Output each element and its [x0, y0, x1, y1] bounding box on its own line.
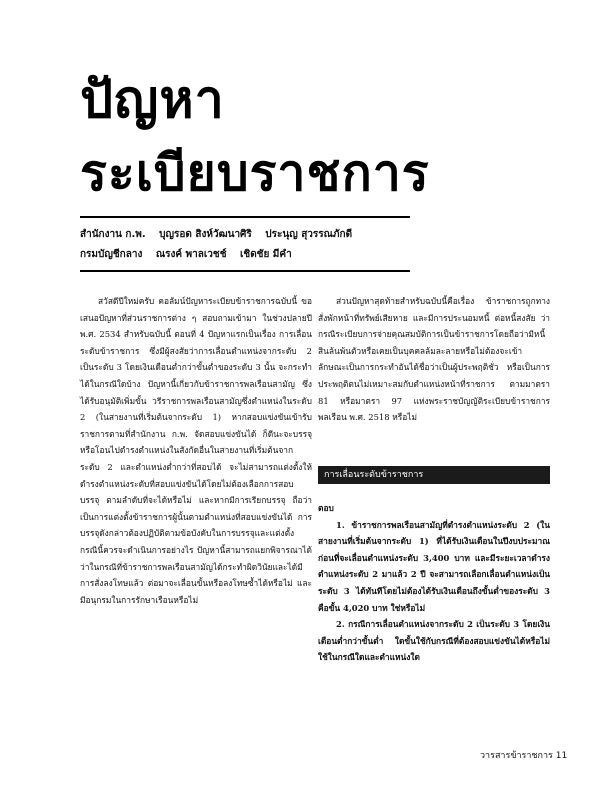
- page-footer: วารสารข้าราชการ 11: [480, 751, 568, 761]
- page-title-line2: ระเบียบราชการ: [80, 144, 430, 202]
- author-org: กรมบัญชีกลาง: [80, 249, 143, 260]
- author-line: [80, 245, 362, 265]
- answer-paragraph: 1. ข้าราชการพลเรือนสามัญที่ดำรงตำแหน่งระดับ 2 (ในสายงานที่เริ่มต้นจากระดับ 1) ที่ได้รับเงินเดือนในปีงบประมาณก่อนที่จะเลื่อนตำแหน่งระดับ 3,400 บาท และมีระยะเวลาดำรงตำแหน่งระดับ 2 มาแล้ว 2 ปี จะสามารถเลือกเลื่อนตำแหน่งเป็นระดับ 3 ได้ทันทีโดยไม่ต้องได้รับเงินเดือนถึงขั้นต่ำของระดับ 3 คือขั้น 4,020 บาท ใช่หรือไม่: [318, 519, 550, 613]
- author-name: ณรงค์ พาลเวชช์: [155, 249, 227, 260]
- author-name: บุญรอด สิงห์วัฒนาศิริ: [159, 229, 252, 240]
- author-name: เชิดชัย มีคำ: [239, 249, 292, 260]
- right-column-answer: [318, 500, 550, 666]
- body-paragraph: ส่วนปัญหาสุดท้ายสำหรับฉบับนี้คือเรื่อง ข้าราชการถูกทางสั่งพักหน้าที่ทรัพย์เสียหาย และมีการประนอมหนี้ ต่อหนี้สงสัย ว่ากรณีระเบียบการจ่ายคุณสมบัติการเป็นข้าราชการโดยถือว่ามีหนี้สินล้นพ้นตัวหรือเคยเป็นบุคคลล้มละลายหรือไม่ต้องจะเข้าลักษณะเป็นการกระทำอันได้ชื่อว่าเป็นผู้ประพฤติชั่ว หรือเป็นการประพฤติตนไม่เหมาะสมกับตำแหน่งหน้าที่ราชการ ตามมาตรา 81 หรือมาตรา 97 แห่งพระราชบัญญัติระเบียบข้าราชการพลเรือน พ.ศ. 2518 หรือไม่: [318, 296, 550, 423]
- author-block: [80, 225, 362, 265]
- author-org: สำนักงาน ก.พ.: [80, 229, 146, 240]
- section-heading: การเลื่อนระดับข้าราชการ: [318, 466, 550, 484]
- author-line: [80, 225, 362, 245]
- left-column: [80, 293, 312, 608]
- author-name: ประนุญ สุวรรณภักดี: [265, 229, 353, 240]
- answer-paragraph: 2. กรณีการเลื่อนตำแหน่งจากระดับ 2 เป็นระดับ 3 โดยเงินเดือนต่ำกว่าขั้นต่ำ ใดขั้นใช้กับกรณีที่ต้องสอบแข่งขันได้หรือไม่ ใช้ในกรณีใดและตำแหน่งใด: [318, 619, 550, 663]
- page-title-line1: ปัญหา: [80, 70, 225, 130]
- title-rule: [80, 216, 410, 218]
- author-rule: [80, 270, 410, 272]
- answer-label: ตอบ: [318, 503, 334, 513]
- body-paragraph: สวัสดีปีใหม่ครับ คอลัมน์ปัญหาระเบียบข้าราชการฉบับนี้ ขอเสนอปัญหาที่ส่วนราชการต่าง ๆ สอบถามเข้ามา ในช่วงปลายปี พ.ศ. 2534 สำหรับฉบับนี้ ตอนที่ 4 ปัญหาแรกเป็นเรื่อง การเลื่อนระดับข้าราชการ ซึ่งมีผู้สงสัยว่าการเลื่อนตำแหน่งจากระดับ 2 เป็นระดับ 3 โดยเงินเดือนต่ำกว่าขั้นต่ำของระดับ 3 นั้น จะกระทำได้ในกรณีใดบ้าง ปัญหานี้เกี่ยวกับข้าราชการพลเรือนสามัญ ซึ่งได้รับอนุมัติเพิ่มขั้น วรีราชการพลเรือนสามัญซึ่งตำแหน่งในระดับ 2 (ในสายงานที่เริ่มต้นจากระดับ 1) หากสอบแข่งขันเข้ารับราชการตามที่สำนักงาน ก.พ. จัดสอบแข่งขันได้ ก็ดีนะจะบรรจุหรือโอนไปดำรงตำแหน่งในสังกัดอื่นในสายงานที่เริ่มต้นจากระดับ 2 และตำแหน่งต่ำกว่าที่สอบได้ จะไม่สามารถแต่งตั้งให้ดำรงตำแหน่งระดับที่สอบแข่งขันได้โดยไม่ต้องเลือกการสอบบรรจุ ตามลำดับที่จะได้หรือไม่ และหากมีการเรียกบรรจุ ถือว่าเป็นการแต่งตั้งข้าราชการผู้นั้นตามตำแหน่งที่สอบแข่งขันได้ การบรรจุดังกล่าวต้องปฏิบัติตามข้อบังคับในการบรรจุและแต่งตั้ง กรณีนี้ควรจะดำเนินการอย่างไร ปัญหานี้สามารถแยกพิจารณาได้ว่าในกรณีที่ข้าราชการพลเรือนสามัญได้กระทำผิดวินัยและได้มีการสั่งลงโทษแล้ว ต่อมาจะเลื่อนขั้นหรือลงโทษซ้ำได้หรือไม่ และมีอนุกรมในการรักษาเรือนหรือไม่: [80, 296, 312, 605]
- right-column-top: [318, 293, 550, 463]
